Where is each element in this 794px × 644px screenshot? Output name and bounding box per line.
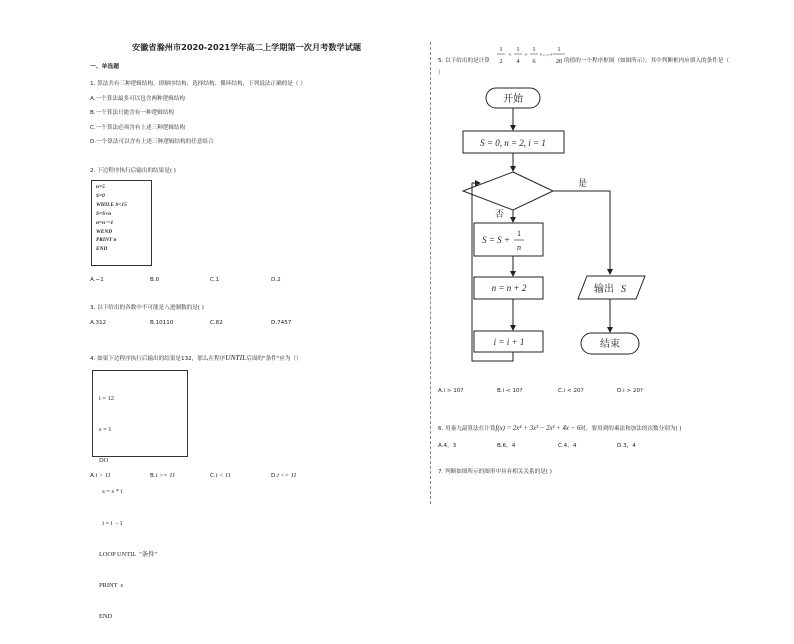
q4-option-d: D.i <= 11 [271, 472, 297, 479]
frac-num: 1 [499, 46, 503, 53]
q2-option-a: A.−1 [90, 277, 104, 283]
q2-stem: 2. 下边程序执行后输出的结果是( ) [90, 168, 176, 174]
section-heading: 一、单选题 [90, 64, 119, 70]
frac-den: 4 [516, 58, 520, 65]
code-line: END [96, 246, 108, 253]
q6-stem [438, 425, 682, 433]
flow-frac-num: 1 [517, 229, 521, 238]
plus-op: + [508, 52, 512, 59]
flow-yes-label: 是 [578, 178, 588, 188]
code-line: s = 1 [99, 426, 112, 434]
flow-no-label: 否 [495, 209, 505, 219]
code-line: S=S+n [96, 210, 112, 217]
frac-den: 20 [555, 58, 563, 65]
code-line: S=0 [96, 192, 105, 199]
code-line: PRINT s [99, 582, 124, 590]
q6-stem-b: 时，要用到的乘法和加法的次数分别为( ) [580, 426, 682, 432]
q4-stem [90, 354, 302, 363]
frac-den: 6 [532, 58, 536, 65]
q5-option-b: B.i < 10? [497, 388, 523, 394]
code-line: n=5 [96, 184, 105, 190]
code-line: n=n－1 [96, 219, 114, 226]
q4-stem-a: 4. 如果下边程序执行后输出的结果是132，那么在程序 [90, 356, 226, 362]
flowchart [440, 80, 680, 370]
q3-option-b: B.10110 [150, 320, 174, 326]
q2-code-box [91, 180, 152, 266]
frac-den: 2 [499, 58, 503, 65]
q3-option-d: D.7457 [271, 320, 292, 326]
q4-stem-var: UNTIL [225, 353, 247, 362]
code-line: DO [99, 457, 109, 465]
q3-option-a: A.312 [90, 320, 107, 326]
q6-formula: f(x) = 2x⁴ + 3x³ − 2x² + 4x − 6 [495, 425, 581, 432]
flow-update-i-label: i = i + 1 [493, 337, 525, 347]
frac-num: 1 [516, 46, 520, 53]
code-line: i = 12 [99, 394, 114, 402]
q5-option-d: D.i > 20? [617, 388, 643, 394]
q1-option-b: B.一个算法只能含有一种逻辑结构 [90, 110, 174, 116]
q1-option-a: A.一个算法最多可以包含两种逻辑结构 [90, 96, 186, 102]
code-line: i = i - 1 [99, 519, 123, 527]
plus-op: + [524, 52, 528, 59]
frac-num: 1 [532, 46, 536, 53]
code-line: s = s * i [99, 488, 123, 496]
q4-stem-b: 后面的"条件"应为（） [246, 356, 302, 362]
q6-option-b: B.6，4 [497, 443, 516, 449]
code-line: WHILE S<15 [96, 201, 127, 208]
page-title: 安徽省滁州市2020-2021学年高二上学期第一次月考数学试题 [132, 42, 362, 52]
q1-stem: 1. 算法共有三种逻辑结构，即顺序结构、选择结构、循环结构，下列说法正确的是（ ） [90, 81, 306, 87]
q2-option-d: D.2 [271, 277, 281, 283]
code-line: WEND [96, 228, 113, 235]
q6-option-d: D.3，4 [617, 443, 636, 449]
q7-stem: 7. 判断如图所示的图形中具有相关关系的是( ) [438, 469, 552, 475]
q3-option-c: C.82 [210, 320, 223, 326]
column-divider [430, 42, 431, 504]
q1-option-c: C.一个算法必须含有上述三种逻辑结构 [90, 125, 186, 131]
q4-option-b: B.i >= 11 [150, 472, 176, 479]
code-line: LOOP UNTIL "条件" [99, 550, 158, 558]
q3-stem: 3. 以下给出的各数中不可能是八进制数的是( ) [90, 305, 204, 311]
flow-start-label: 开始 [503, 94, 523, 105]
flow-frac-den: n [517, 243, 521, 252]
plus-op: +⋯+ [539, 52, 553, 59]
flow-decision-node [463, 172, 553, 210]
flow-init-label: S = 0, n = 2, i = 1 [480, 138, 546, 148]
q6-option-c: C.4，4 [558, 443, 577, 449]
q6-stem-a: 6. 用秦九韶算法在计算 [438, 426, 496, 432]
q2-code [96, 183, 127, 254]
flow-update-n-label: n = n + 2 [491, 283, 527, 293]
q6-option-a: A.4，3 [438, 443, 457, 449]
q2-option-c: C.1 [210, 277, 220, 283]
q4-option-a: A.i > 11 [90, 472, 111, 479]
q4-code [99, 373, 157, 644]
flow-end-label: 结束 [600, 339, 620, 350]
code-line: END [99, 613, 113, 621]
flow-update-s-label: S = S + [482, 235, 510, 245]
q5-sum-formula [496, 44, 568, 68]
q5-stem-b: 的值的一个程序框图（如图所示），其中判断框内应填入的条件是（ [564, 58, 730, 64]
q4-option-c: C.i < 11 [210, 472, 231, 479]
q5-option-c: C.i < 20? [558, 388, 584, 394]
q5-option-a: A.i > 10? [438, 388, 464, 394]
q1-option-d: D.一个算法可以含有上述三种逻辑结构的任意组合 [90, 139, 214, 145]
q2-option-b: B.0 [150, 277, 160, 283]
flow-output-label: 输出 [594, 284, 614, 295]
q5-stem-a: 5. 以下给出的是计算 [438, 58, 490, 64]
frac-num: 1 [557, 46, 561, 53]
q5-stem-c: ） [438, 70, 444, 76]
flow-output-var: S [621, 284, 626, 295]
code-line: PRINT n [96, 237, 117, 244]
